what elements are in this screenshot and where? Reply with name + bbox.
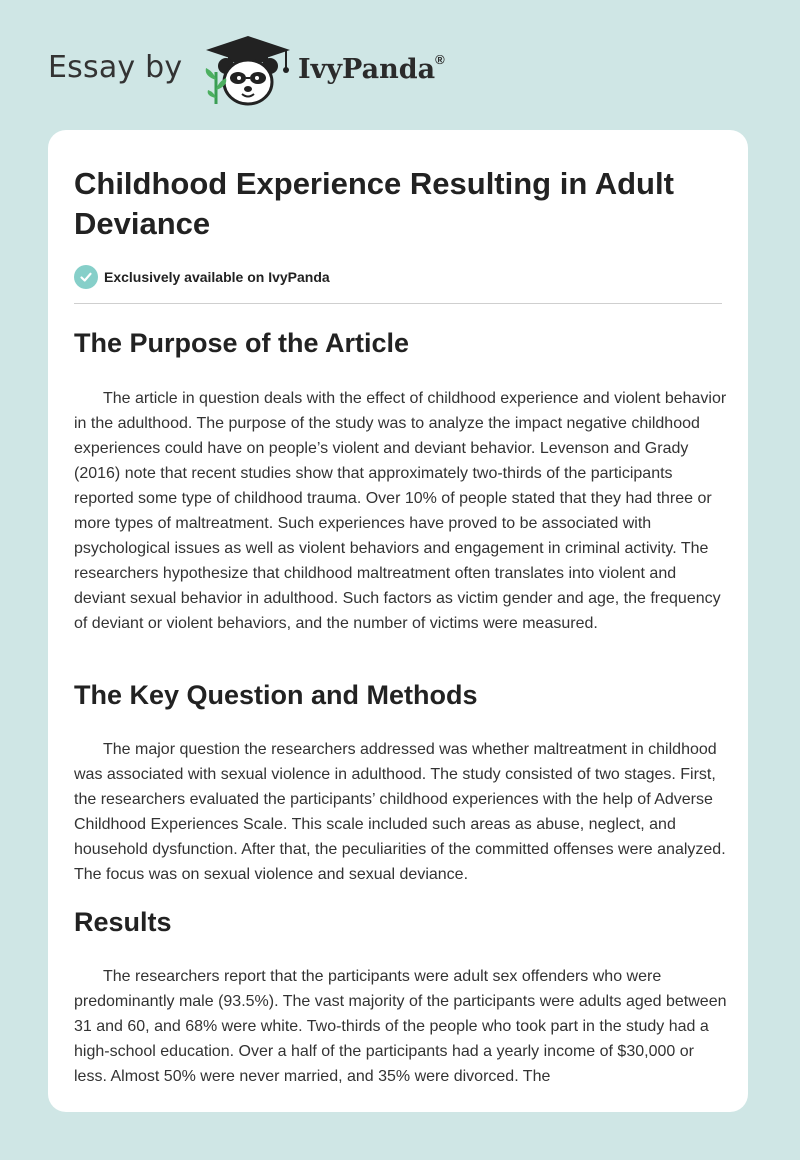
section-body-purpose: The article in question deals with the effect of childhood experience and violent behavior in the adulthood. The purpose of the study was to analyze the impact negative childhood experiences could have on people’s violent and deviant behavior. Levenson and Grady (2016) note that recent studies show that approximately two-thirds of the participants reported some type of childhood trauma. Over 10% of people stated that they had three or more types of maltreatment. Such experiences have proved to be associated with psychological issues as well as violent behaviors and engagement in criminal activity. The researchers hypothesize that childhood maltreatment often translates into violent and deviant sexual behavior in adulthood. Such factors as victim gender and age, the frequency of deviant or violent behaviors, and the number of victims were measured. <box>74 390 727 632</box>
section-body-methods: The major question the researchers addressed was whether maltreatment in childhood was associated with sexual violence in adulthood. The study consisted of two stages. First, the researchers evaluated the participants’ childhood experiences with the help of Adverse Childhood Experiences Scale. This scale included such areas as abuse, neglect, and household dysfunction. After that, the peculiarities of the committed offenses were analyzed. The focus was on sexual violence and sexual deviance. <box>74 741 726 883</box>
divider <box>74 303 722 304</box>
section-heading-results: Results <box>74 907 172 937</box>
site-header <box>0 0 800 130</box>
section-heading-purpose: The Purpose of the Article <box>74 328 410 358</box>
page-title: Childhood Experience Resulting in Adult Deviance <box>74 166 674 241</box>
section-heading-methods: The Key Question and Methods <box>74 680 478 710</box>
exclusive-badge <box>74 264 330 290</box>
article-card <box>48 130 748 1112</box>
brand-name[interactable]: IvyPanda® <box>298 52 445 85</box>
check-circle-icon <box>74 265 98 289</box>
exclusive-text: Exclusively available on IvyPanda <box>104 269 330 285</box>
panda-graduate-icon[interactable] <box>200 34 294 108</box>
section-body-results: The researchers report that the participants were adult sex offenders who were predominantly male (93.5%). The vast majority of the participants were adults aged between 31 and 60, and 68% were white. Two-thirds of the people who took part in the study had a high-school education. Over a half of the participants had a yearly income of $30,000 or less. Almost 50% were never married, and 35% were divorced. The <box>74 968 727 1085</box>
brand-prefix: Essay by <box>48 50 183 85</box>
registered-mark: ® <box>435 52 445 67</box>
